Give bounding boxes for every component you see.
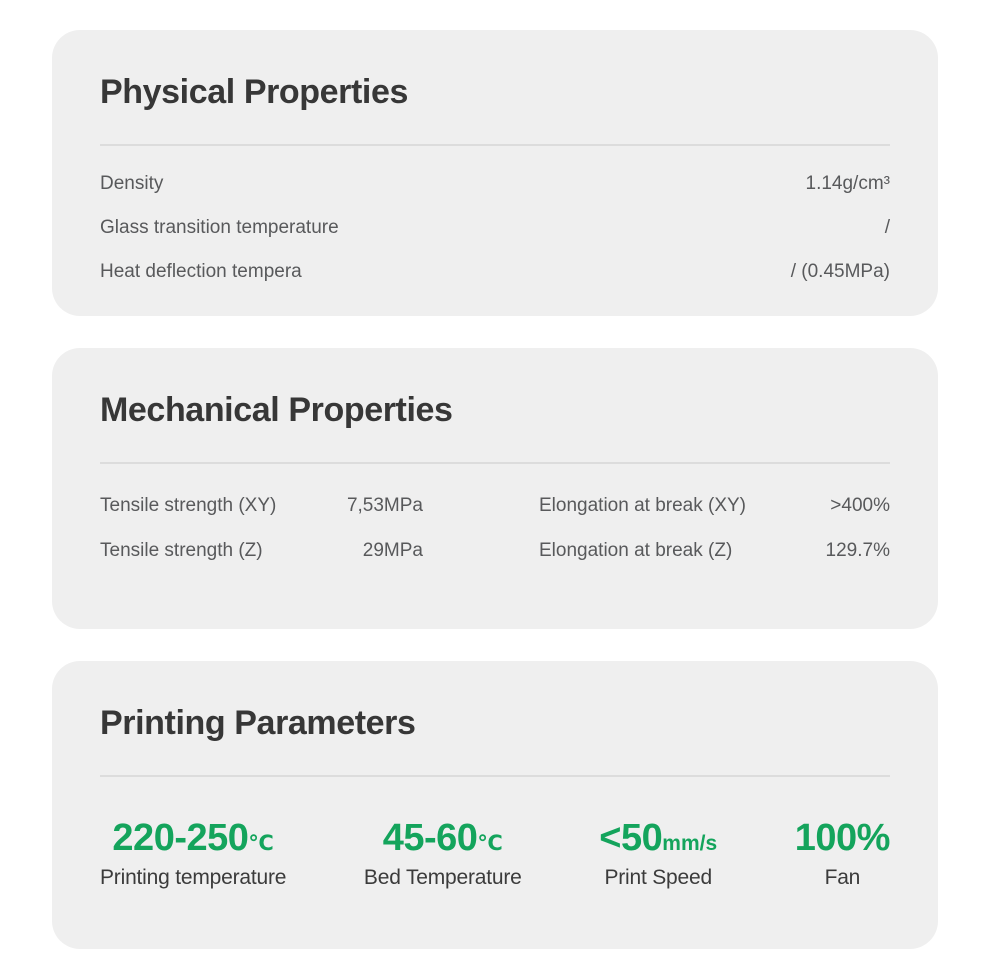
property-value: 1.14g/cm³ (805, 173, 890, 195)
property-label: Glass transition temperature (100, 217, 339, 239)
stat-label: Bed Temperature (363, 866, 522, 890)
physical-properties-title: Physical Properties (100, 73, 408, 111)
property-value: 29MPa (362, 540, 423, 562)
stat-value (100, 819, 286, 859)
stat-printing-temperature (100, 819, 286, 890)
property-value: / (0.45MPa) (790, 261, 890, 283)
mechanical-properties-grid (100, 494, 890, 563)
divider (100, 144, 890, 146)
stat-label: Fan (824, 866, 861, 890)
stat-label: Printing temperature (100, 866, 287, 890)
property-value: 129.7% (825, 540, 890, 562)
stat-number: 45-60 (382, 817, 478, 860)
printing-parameters-stats (100, 819, 890, 890)
stat-number: <50 (599, 817, 663, 860)
stat-value (599, 819, 717, 859)
property-row-heat-deflection (100, 250, 890, 294)
stat-number: 100% (794, 817, 890, 860)
mechanical-properties-title: Mechanical Properties (100, 391, 453, 429)
divider (100, 775, 890, 777)
stat-value (795, 819, 890, 859)
property-label: Tensile strength (XY) (100, 495, 277, 517)
stat-print-speed (599, 819, 717, 890)
stat-unit: ℃ (248, 832, 274, 856)
physical-properties-card (52, 30, 938, 316)
divider (100, 462, 890, 464)
property-label: Tensile strength (Z) (100, 540, 263, 562)
property-value: 7,53MPa (346, 495, 423, 517)
printing-parameters-title: Printing Parameters (100, 704, 416, 742)
property-label: Elongation at break (Z) (539, 540, 733, 562)
property-label: Elongation at break (XY) (539, 495, 747, 517)
property-row-density (100, 162, 890, 206)
stat-bed-temperature (364, 819, 522, 890)
physical-properties-rows (100, 162, 890, 294)
property-row-glass-transition (100, 206, 890, 250)
stat-label: Print Speed (604, 866, 712, 890)
stat-fan (795, 819, 890, 890)
stat-unit: mm/s (662, 832, 718, 856)
mechanical-properties-card (52, 348, 938, 629)
property-label: Density (100, 173, 164, 195)
property-label: Heat deflection tempera (100, 261, 302, 283)
printing-parameters-card (52, 661, 938, 949)
stat-value (364, 819, 522, 859)
stat-unit: ℃ (477, 832, 503, 856)
property-value: / (884, 217, 890, 239)
stat-number: 220-250 (112, 817, 249, 860)
property-value: >400% (830, 495, 890, 517)
